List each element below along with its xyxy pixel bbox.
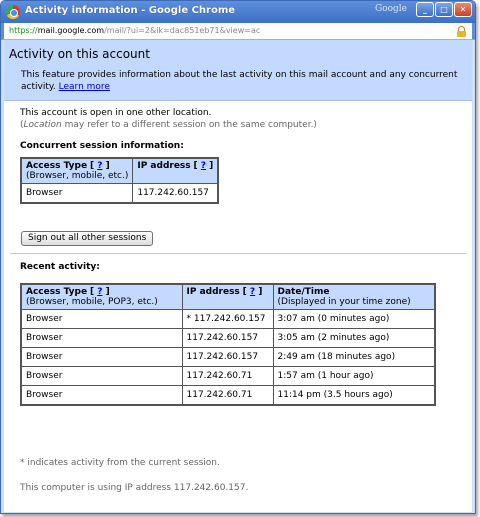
- access-type-help-link[interactable]: ?: [97, 161, 103, 171]
- table-row: [21, 367, 435, 386]
- cell-access-type: Browser: [21, 310, 182, 329]
- page-content: [4, 40, 472, 512]
- minimize-icon[interactable]: _: [416, 2, 434, 17]
- cell-access-type: Browser: [21, 329, 182, 348]
- cell-access-type: Browser: [21, 367, 182, 386]
- cell-date-time: 1:57 am (1 hour ago): [273, 367, 435, 386]
- table-row: [21, 329, 435, 348]
- cell-ip: 117.242.60.157: [182, 329, 273, 348]
- location-note: (Location may refer to a different session on the same computer.): [20, 120, 317, 130]
- recent-section-title: Recent activity:: [20, 262, 100, 272]
- cell-ip: 117.242.60.157: [133, 184, 218, 203]
- recent-activity-table: [20, 283, 436, 406]
- window-title: Activity information - Google Chrome: [25, 5, 236, 16]
- open-locations-text: This account is open in one other location.: [20, 108, 212, 118]
- cell-access-type: Browser: [21, 184, 133, 203]
- google-brand: Google: [375, 4, 407, 14]
- concurrent-section-title: Concurrent session information:: [20, 141, 184, 151]
- page-description: [21, 69, 461, 93]
- col-ip-address: IP address [ ? ]: [182, 284, 273, 310]
- table-row: [21, 386, 435, 405]
- col-ip-address: IP address [ ? ]: [133, 158, 218, 184]
- sign-out-sessions-button[interactable]: Sign out all other sessions: [21, 231, 153, 246]
- url-text[interactable]: [9, 26, 260, 35]
- page-header: [4, 40, 472, 101]
- address-bar[interactable]: [1, 23, 475, 40]
- cell-date-time: 3:05 am (2 minutes ago): [273, 329, 435, 348]
- cell-access-type: Browser: [21, 386, 182, 405]
- col-date-time: Date/Time (Displayed in your time zone): [273, 284, 435, 310]
- close-icon[interactable]: ✕: [454, 2, 472, 17]
- cell-ip: 117.242.60.71: [182, 367, 273, 386]
- cell-ip: * 117.242.60.157: [182, 310, 273, 329]
- url-host: mail.google.com: [37, 26, 105, 35]
- col-access-type: Access Type [ ? ] (Browser, mobile, etc.): [21, 158, 133, 184]
- location-word: Location: [23, 120, 62, 130]
- cell-date-time: 3:07 am (0 minutes ago): [273, 310, 435, 329]
- description-text: This feature provides information about the last activity on this mail account and any concurrent activity.: [21, 70, 458, 92]
- table-row: [21, 348, 435, 367]
- table-row: [21, 310, 435, 329]
- access-type-help-link[interactable]: ?: [97, 287, 103, 297]
- cell-access-type: Browser: [21, 348, 182, 367]
- col-access-type: Access Type [ ? ] (Browser, mobile, POP3, etc.): [21, 284, 182, 310]
- url-scheme: https://: [9, 26, 38, 35]
- current-ip-note: This computer is using IP address 117.242.60.157.: [20, 483, 249, 493]
- chrome-icon: [6, 5, 20, 19]
- url-path: /mail/?ui=2&ik=dac851eb71&view=ac: [104, 26, 261, 35]
- cell-ip: 117.242.60.157: [182, 348, 273, 367]
- cell-date-time: 2:49 am (18 minutes ago): [273, 348, 435, 367]
- table-row: [21, 184, 218, 203]
- ip-help-link[interactable]: ?: [249, 287, 256, 297]
- lock-icon[interactable]: [457, 26, 466, 37]
- asterisk-note: * indicates activity from the current session.: [20, 458, 220, 468]
- page-title: Activity on this account: [9, 47, 150, 61]
- cell-date-time: 11:14 pm (3.5 hours ago): [273, 386, 435, 405]
- maximize-icon[interactable]: □: [435, 2, 453, 17]
- section-divider: [10, 253, 466, 254]
- learn-more-link[interactable]: Learn more: [58, 82, 110, 92]
- cell-ip: 117.242.60.71: [182, 386, 273, 405]
- ip-help-link[interactable]: ?: [200, 161, 206, 171]
- concurrent-session-table: [20, 157, 219, 204]
- title-bar[interactable]: [1, 1, 475, 23]
